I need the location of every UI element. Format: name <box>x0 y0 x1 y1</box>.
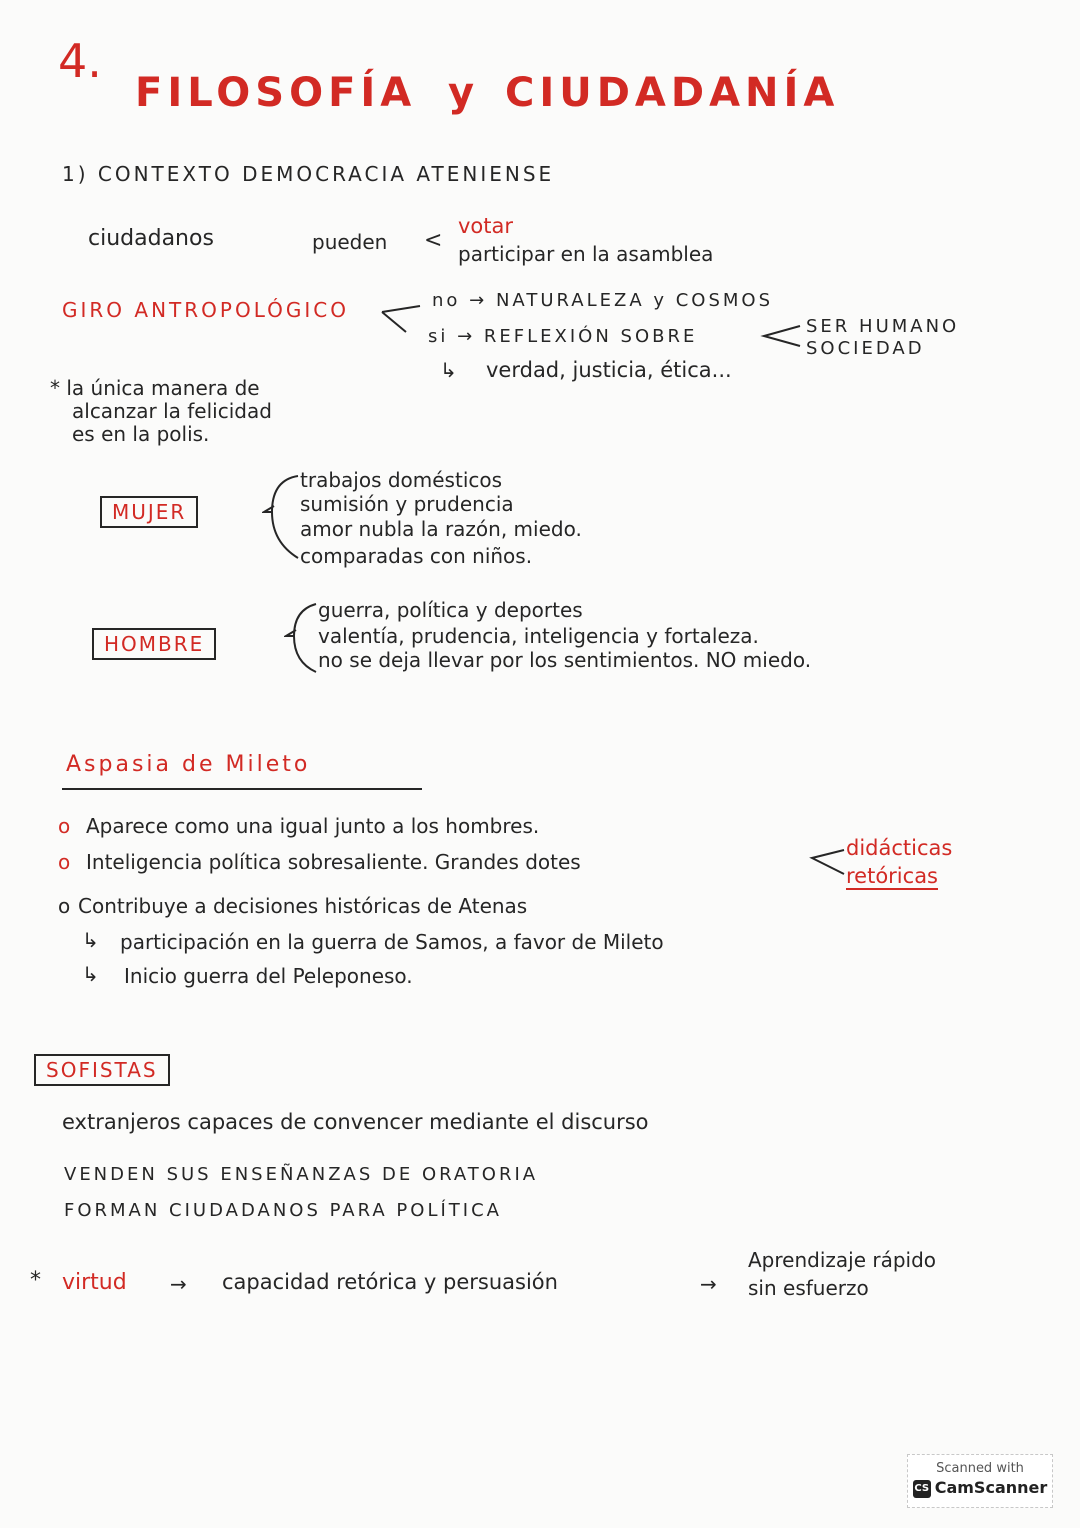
sofistas-line-3: FORMAN CIUDADANOS PARA POLÍTICA <box>64 1200 502 1221</box>
hombre-label: HOMBRE <box>92 628 216 660</box>
brace-arrow-icon <box>262 472 302 562</box>
aspasia-underline <box>62 788 422 790</box>
giro-si-line: si → REFLEXIÓN SOBRE <box>428 326 698 347</box>
aspasia-bullet-3: Contribuye a decisiones históricas de Atenas <box>78 894 528 918</box>
page-title-2: CIUDADANÍA <box>505 70 840 116</box>
arrow-right-icon-2: → <box>700 1272 717 1296</box>
camscanner-watermark <box>907 1454 1053 1508</box>
note-line-2: alcanzar la felicidad <box>72 399 272 423</box>
scanner-line-2: CS CamScanner <box>914 1478 1048 1497</box>
sofistas-result-2: sin esfuerzo <box>748 1276 869 1300</box>
citizens-option-assembly: participar en la asamblea <box>458 242 714 266</box>
note-line-1: * la única manera de <box>50 376 260 400</box>
sub-arrow-icon-3: ↳ <box>82 962 99 986</box>
citizens-subject: ciudadanos <box>88 226 214 251</box>
title-number: 4. <box>58 34 102 88</box>
giro-label: GIRO ANTROPOLÓGICO <box>62 298 349 322</box>
mujer-item-3: amor nubla la razón, miedo. <box>300 517 582 541</box>
branch-arrow-icon-3 <box>808 846 848 880</box>
sofistas-line-1: extranjeros capaces de convencer mediante el discurso <box>62 1110 649 1134</box>
hombre-item-1: guerra, política y deportes <box>318 598 583 622</box>
scanner-line-1: Scanned with <box>936 1461 1024 1476</box>
hombre-item-3: no se deja llevar por los sentimientos. NO miedo. <box>318 648 812 672</box>
sub-arrow-icon: ↳ <box>440 358 457 382</box>
aspasia-bullet-2: Inteligencia política sobresaliente. Grandes dotes <box>86 850 581 874</box>
note-line-3: es en la polis. <box>72 422 210 446</box>
bracket-less-icon: < <box>424 228 443 253</box>
virtud-label: virtud <box>62 1270 127 1295</box>
sofistas-line-2: VENDEN SUS ENSEÑANZAS DE ORATORIA <box>64 1164 539 1185</box>
title-and: y <box>448 70 480 116</box>
bullet-icon: o <box>58 814 71 838</box>
bullet-icon-3: o <box>58 894 71 918</box>
aspasia-heading: Aspasia de Mileto <box>66 752 311 777</box>
sofistas-line-4: capacidad retórica y persuasión <box>222 1270 558 1294</box>
sofistas-label: SOFISTAS <box>34 1054 170 1086</box>
giro-ser-humano: SER HUMANO <box>806 316 960 337</box>
sub-arrow-icon-2: ↳ <box>82 928 99 952</box>
sofistas-result-1: Aprendizaje rápido <box>748 1248 937 1272</box>
page-title: FILOSOFÍA <box>135 70 417 116</box>
aspasia-sub-2: Inicio guerra del Peleponeso. <box>124 964 413 988</box>
asterisk-icon: * <box>30 1268 41 1293</box>
aspasia-dotes-didacticas: didácticas <box>846 836 953 860</box>
branch-arrow-icon-2 <box>760 322 804 352</box>
giro-sub: verdad, justicia, ética... <box>486 358 732 382</box>
aspasia-bullet-1: Aparece como una igual junto a los hombres. <box>86 814 540 838</box>
giro-no-line: no → NATURALEZA y COSMOS <box>432 290 774 311</box>
arrow-right-icon: → <box>170 1272 187 1296</box>
mujer-label: MUJER <box>100 496 198 528</box>
mujer-item-2: sumisión y prudencia <box>300 492 514 516</box>
brace-arrow-icon-2 <box>284 600 320 676</box>
bullet-icon-2: o <box>58 850 71 874</box>
hombre-item-2: valentía, prudencia, inteligencia y fortaleza. <box>318 624 759 648</box>
mujer-item-4: comparadas con niños. <box>300 544 533 568</box>
giro-sociedad: SOCIEDAD <box>806 338 925 359</box>
section-heading-context: 1) CONTEXTO DEMOCRACIA ATENIENSE <box>62 162 555 186</box>
citizens-option-vote: votar <box>458 214 514 238</box>
camscanner-logo-icon: CS <box>913 1480 931 1498</box>
citizens-verb: pueden <box>312 230 388 254</box>
aspasia-dotes-retoricas: retóricas <box>846 864 938 888</box>
mujer-item-1: trabajos domésticos <box>300 468 503 492</box>
aspasia-sub-1: participación en la guerra de Samos, a favor de Mileto <box>120 930 664 954</box>
